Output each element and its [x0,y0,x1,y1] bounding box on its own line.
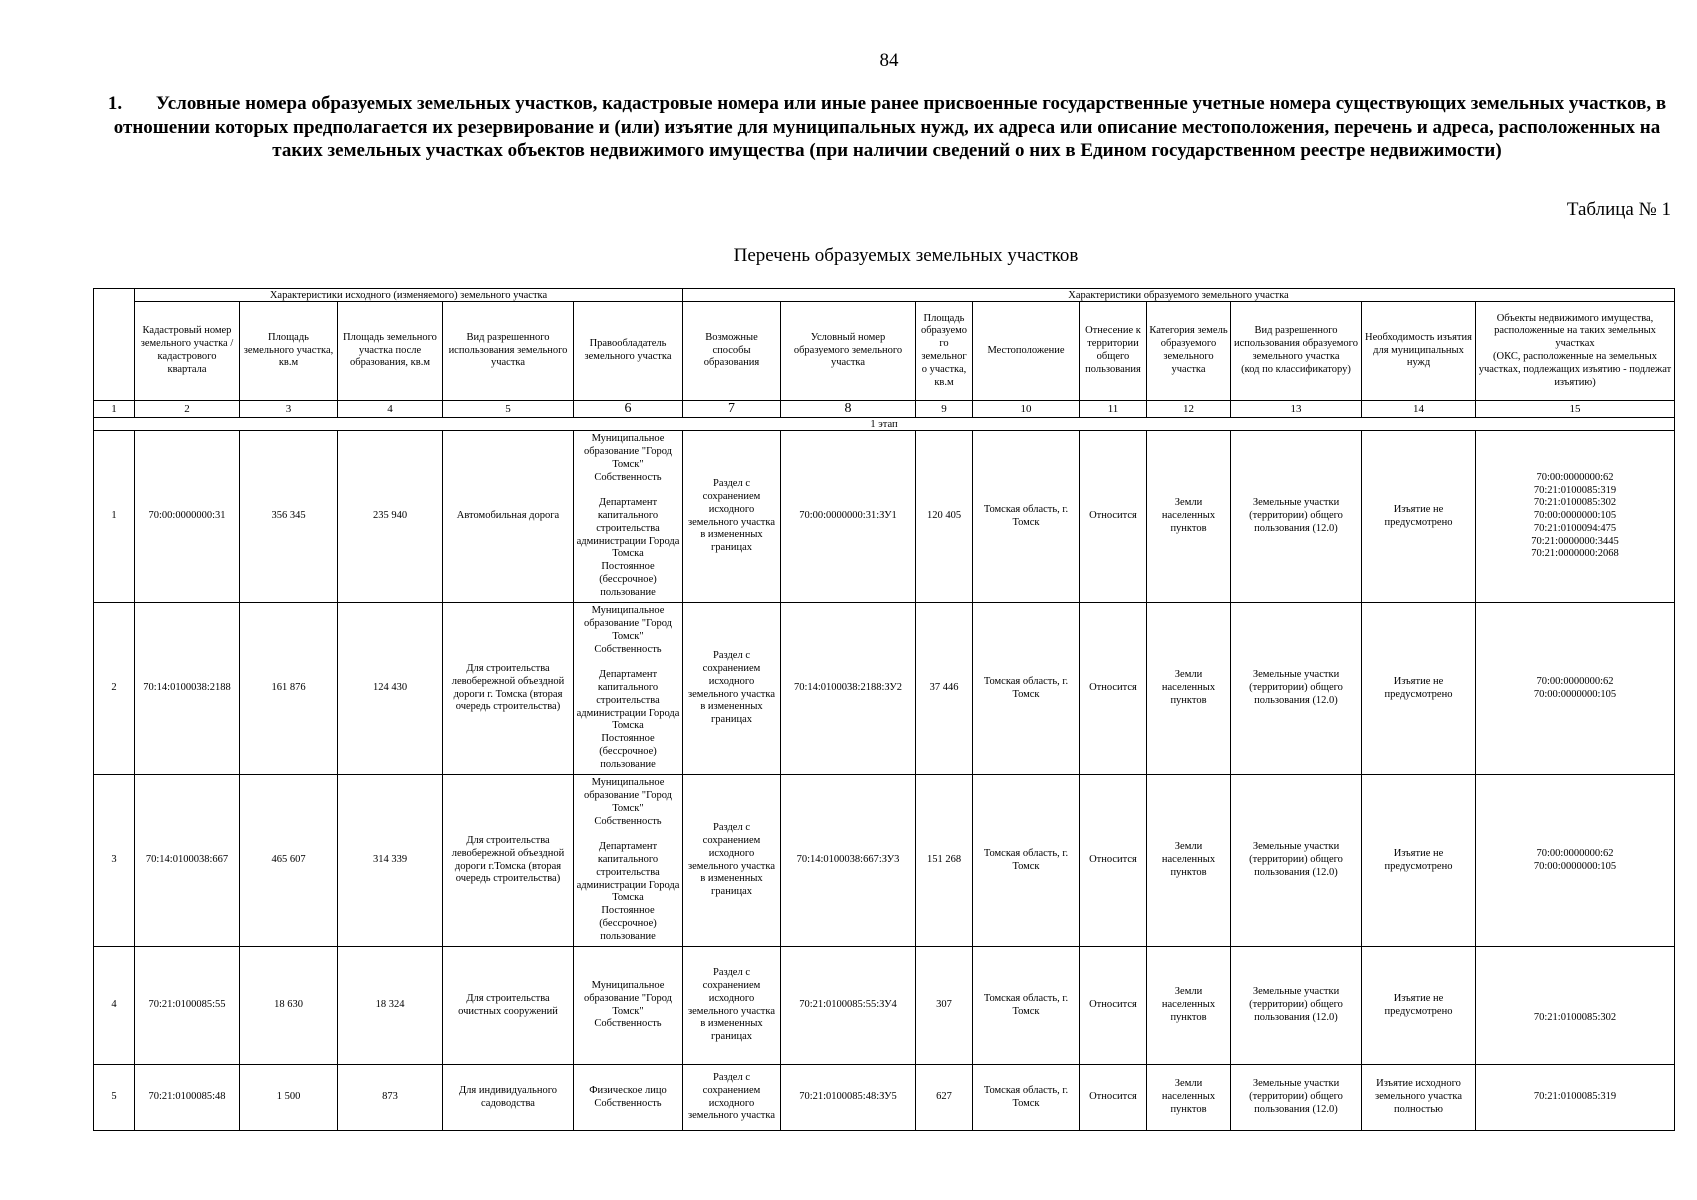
table-row [94,603,1675,775]
cell-new-use: Земельные участки (территории) общего пользования (12.0) [1231,947,1362,1065]
cell-category: Земли населенных пунктов [1147,775,1231,947]
cell-cond-number: 70:14:0100038:667:ЗУ3 [781,775,916,947]
cell-location: Томская область, г. Томск [973,775,1080,947]
cell-area-after: 124 430 [338,603,443,775]
cell-owner: Муниципальное образование "Город Томск" Собственность Департамент капитального строительства администрации Города Томска Постоянное (бессрочное) пользование [574,603,683,775]
cell-cadastral: 70:14:0100038:667 [135,775,240,947]
cell-use: Для строительства левобережной объездной дороги г.Томска (вторая очередь строительства) [443,775,574,947]
col-number: 10 [973,401,1080,418]
col-number: 5 [443,401,574,418]
cell-area-after: 18 324 [338,947,443,1065]
cell-category: Земли населенных пунктов [1147,947,1231,1065]
cell-seizure: Изъятие не предусмотрено [1362,603,1476,775]
cell-objects: 70:00:0000000:62 70:21:0100085:319 70:21:0100085:302 70:00:0000000:105 70:21:0100094:475 70:21:0000000:3445 70:21:0000000:2068 [1476,431,1675,603]
col-header-cond-number: Условный номер образуемого земельного участка [781,302,916,401]
col-number: 3 [240,401,338,418]
cell-area-after: 235 940 [338,431,443,603]
section-heading-text: Условные номера образуемых земельных участков, кадастровые номера или иные ранее присвоенные государственные учетные номера существующих земельных участков, в отношении которых предполагается их резервирование и (или) изъятие для муниципальных нужд, их адреса или описание местоположения, перечень и адреса, расположенных на таких земельных участках объектов недвижимого имущества (при наличии сведений о них в Едином государственном реестре недвижимости) [113,93,1667,161]
cell-seizure: Изъятие не предусмотрено [1362,431,1476,603]
cell-area: 465 607 [240,775,338,947]
col-header-area: Площадь земельного участка, кв.м [240,302,338,401]
cell-objects: 70:21:0100085:319 [1476,1065,1675,1131]
cell-category: Земли населенных пунктов [1147,431,1231,603]
col-number: 1 [94,401,135,418]
cell-new-use: Земельные участки (территории) общего пользования (12.0) [1231,431,1362,603]
col-header-use: Вид разрешенного использования земельного участка [443,302,574,401]
cell-new-area: 37 446 [916,603,973,775]
cell-cond-number: 70:21:0100085:55:ЗУ4 [781,947,916,1065]
cell-public: Относится [1080,947,1147,1065]
cell-category: Земли населенных пунктов [1147,603,1231,775]
cell-method: Раздел с сохранением исходного земельного участка в измененных границах [683,603,781,775]
cell-owner: Муниципальное образование "Город Томск" Собственность Департамент капитального строительства администрации Города Томска Постоянное (бессрочное) пользование [574,431,683,603]
cell-public: Относится [1080,431,1147,603]
group-header-row [94,289,1675,302]
cell-use: Для индивидуального садоводства [443,1065,574,1131]
cell-number: 3 [94,775,135,947]
col-number: 8 [781,401,916,418]
col-number: 14 [1362,401,1476,418]
col-number: 9 [916,401,973,418]
cell-location: Томская область, г. Томск [973,603,1080,775]
cell-use: Для строительства очистных сооружений [443,947,574,1065]
col-header-category: Категория земель образуемого земельного участка [1147,302,1231,401]
cell-cadastral: 70:14:0100038:2188 [135,603,240,775]
cell-cond-number: 70:14:0100038:2188:ЗУ2 [781,603,916,775]
cell-number: 5 [94,1065,135,1131]
page-number: 84 [879,50,899,71]
table-label: Таблица № 1 [1566,199,1671,220]
group-header-formed: Характеристики образуемого земельного участка [683,289,1675,302]
cell-method: Раздел с сохранением исходного земельного участка в измененных границах [683,947,781,1065]
cell-public: Относится [1080,603,1147,775]
cell-new-area: 627 [916,1065,973,1131]
cell-seizure: Изъятие не предусмотрено [1362,775,1476,947]
cell-number: 2 [94,603,135,775]
cell-new-use: Земельные участки (территории) общего пользования (12.0) [1231,1065,1362,1131]
col-number: 2 [135,401,240,418]
col-number: 4 [338,401,443,418]
table-row [94,1065,1675,1131]
section-number: 1. [107,93,123,114]
cell-area: 18 630 [240,947,338,1065]
cell-use: Автомобильная дорога [443,431,574,603]
table-row [94,947,1675,1065]
col-header-new-use: Вид разрешенного использования образуемого земельного участка (код по классификатору) [1231,302,1362,401]
section-heading [104,92,1670,163]
cell-number: 4 [94,947,135,1065]
cell-number: 1 [94,431,135,603]
cell-new-use: Земельные участки (территории) общего пользования (12.0) [1231,603,1362,775]
col-header-cadastral: Кадастровый номер земельного участка / кадастрового квартала [135,302,240,401]
cell-seizure: Изъятие не предусмотрено [1362,947,1476,1065]
cell-objects: 70:21:0100085:302 [1476,947,1675,1065]
table-row [94,431,1675,603]
col-number: 15 [1476,401,1675,418]
cell-location: Томская область, г. Томск [973,947,1080,1065]
cell-area: 161 876 [240,603,338,775]
cell-area-after: 873 [338,1065,443,1131]
stage-label: 1 этап [94,418,1675,431]
cell-cadastral: 70:00:0000000:31 [135,431,240,603]
cell-use: Для строительства левобережной объездной дороги г. Томска (вторая очередь строительства) [443,603,574,775]
cell-new-area: 307 [916,947,973,1065]
column-header-row [94,302,1675,401]
cell-seizure: Изъятие исходного земельного участка полностью [1362,1065,1476,1131]
col-number: 6 [574,401,683,418]
cell-location: Томская область, г. Томск [973,1065,1080,1131]
cell-area: 356 345 [240,431,338,603]
cell-owner: Физическое лицо Собственность [574,1065,683,1131]
cell-method: Раздел с сохранением исходного земельного участка в измененных границах [683,775,781,947]
col-header-location: Местоположение [973,302,1080,401]
cell-objects: 70:00:0000000:62 70:00:0000000:105 [1476,775,1675,947]
col-header-new-area: Площадь образуемо го земельног о участка, кв.м [916,302,973,401]
land-plots-table [93,288,1675,1131]
cell-method: Раздел с сохранением исходного земельного участка [683,1065,781,1131]
col-number: 12 [1147,401,1231,418]
cell-category: Земли населенных пунктов [1147,1065,1231,1131]
col-header-public: Отнесение к территории общего пользования [1080,302,1147,401]
cell-cond-number: 70:21:0100085:48:ЗУ5 [781,1065,916,1131]
cell-cadastral: 70:21:0100085:48 [135,1065,240,1131]
cell-location: Томская область, г. Томск [973,431,1080,603]
cell-new-area: 151 268 [916,775,973,947]
column-number-row [94,401,1675,418]
cell-public: Относится [1080,1065,1147,1131]
cell-objects: 70:00:0000000:62 70:00:0000000:105 [1476,603,1675,775]
cell-method: Раздел с сохранением исходного земельного участка в измененных границах [683,431,781,603]
table-row [94,775,1675,947]
cell-new-area: 120 405 [916,431,973,603]
col-header-method: Возможные способы образования [683,302,781,401]
col-number: 11 [1080,401,1147,418]
col-header-seizure: Необходимость изъятия для муниципальных нужд [1362,302,1476,401]
col-header-objects: Объекты недвижимого имущества, расположенные на таких земельных участках (ОКС, расположенные на земельных участках, подлежащих изъятию - подлежат изъятию) [1476,302,1675,401]
cell-area-after: 314 339 [338,775,443,947]
col-header-owner: Правообладатель земельного участка [574,302,683,401]
col-number: 7 [683,401,781,418]
table-caption: Перечень образуемых земельных участков [733,245,1079,266]
cell-area: 1 500 [240,1065,338,1131]
cell-owner: Муниципальное образование "Город Томск" Собственность Департамент капитального строительства администрации Города Томска Постоянное (бессрочное) пользование [574,775,683,947]
header-empty [94,289,135,401]
col-number: 13 [1231,401,1362,418]
cell-cadastral: 70:21:0100085:55 [135,947,240,1065]
cell-owner: Муниципальное образование "Город Томск" Собственность [574,947,683,1065]
group-header-source: Характеристики исходного (изменяемого) земельного участка [135,289,683,302]
cell-new-use: Земельные участки (территории) общего пользования (12.0) [1231,775,1362,947]
cell-public: Относится [1080,775,1147,947]
col-header-area-after: Площадь земельного участка после образования, кв.м [338,302,443,401]
cell-cond-number: 70:00:0000000:31:ЗУ1 [781,431,916,603]
stage-row [94,418,1675,431]
